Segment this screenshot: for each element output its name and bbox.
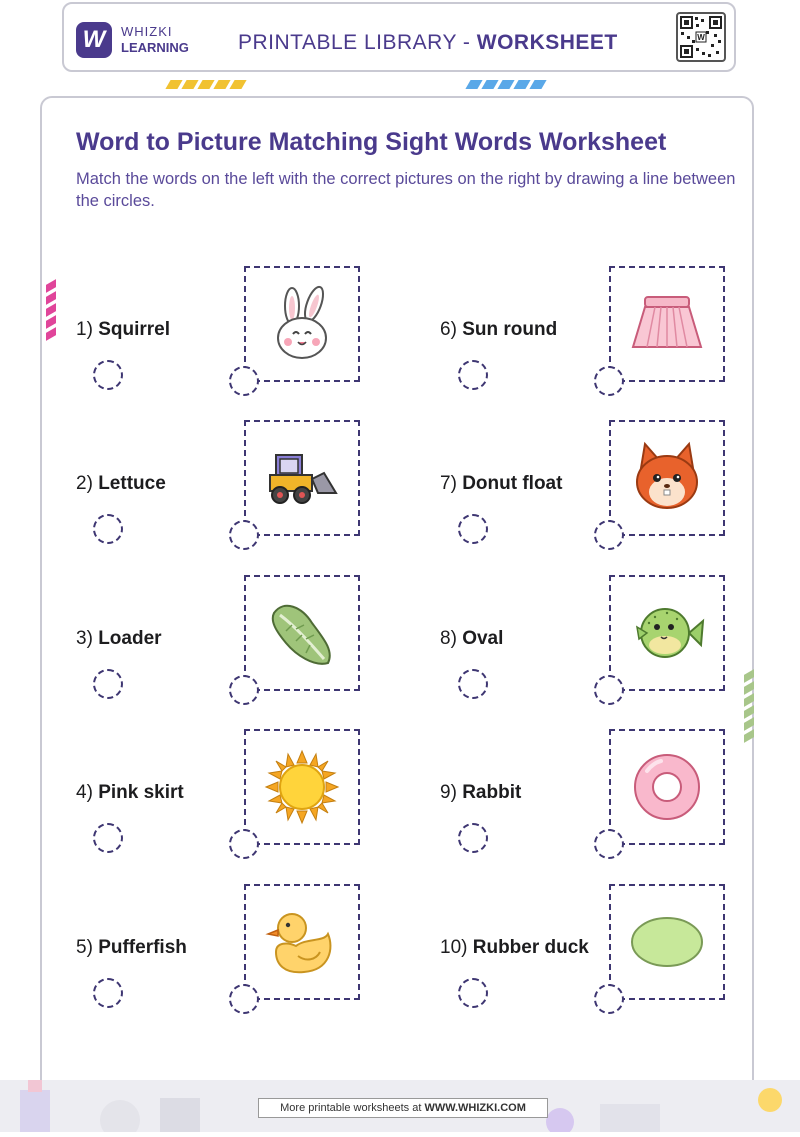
match-circle-picture-6[interactable] — [594, 366, 624, 396]
right-item-6 — [440, 319, 557, 341]
item-number: 9) — [440, 782, 457, 803]
match-circle-picture-8[interactable] — [594, 675, 624, 705]
item-number: 4) — [76, 782, 93, 803]
oval-icon — [627, 912, 707, 972]
match-circle-picture-4[interactable] — [229, 829, 259, 859]
match-circle-right-7[interactable] — [458, 514, 488, 544]
right-item-8 — [440, 628, 503, 650]
logo-line2: LEARNING — [121, 40, 189, 55]
green-side-stripes — [744, 672, 754, 740]
qr-letter: W — [697, 33, 705, 42]
left-item-3 — [76, 628, 162, 650]
item-number: 1) — [76, 319, 93, 340]
rabbit-icon — [262, 284, 342, 364]
left-item-4 — [76, 782, 184, 804]
item-number: 2) — [76, 473, 93, 494]
picture-box-left-2 — [244, 420, 360, 536]
donut-float-icon — [627, 747, 707, 827]
match-circle-picture-1[interactable] — [229, 366, 259, 396]
squirrel-icon — [627, 438, 707, 518]
match-circle-right-10[interactable] — [458, 978, 488, 1008]
sun-icon — [262, 747, 342, 827]
blue-stripes — [468, 80, 544, 89]
match-circle-left-4[interactable] — [93, 823, 123, 853]
item-word: Lettuce — [98, 473, 166, 494]
match-circle-picture-3[interactable] — [229, 675, 259, 705]
picture-box-left-5 — [244, 884, 360, 1000]
match-circle-picture-5[interactable] — [229, 984, 259, 1014]
pink-skirt-icon — [627, 289, 707, 359]
logo-letter: W — [82, 26, 106, 53]
item-number: 8) — [440, 628, 457, 649]
left-item-2 — [76, 473, 166, 495]
whizki-logo-icon — [76, 22, 112, 58]
item-word: Oval — [462, 628, 504, 649]
footer-text-bold: WWW.WHIZKI.COM — [424, 1102, 526, 1114]
match-circle-left-5[interactable] — [93, 978, 123, 1008]
lettuce-icon — [262, 593, 342, 673]
match-circle-picture-2[interactable] — [229, 520, 259, 550]
match-circle-right-6[interactable] — [458, 360, 488, 390]
header-title-prefix: PRINTABLE LIBRARY - — [238, 31, 477, 54]
header-title-bold: WORKSHEET — [476, 31, 618, 54]
left-item-1 — [76, 319, 170, 341]
header-title — [238, 31, 618, 55]
item-word: Rabbit — [462, 782, 522, 803]
left-item-5 — [76, 937, 187, 959]
item-word: Squirrel — [98, 319, 170, 340]
match-circle-picture-10[interactable] — [594, 984, 624, 1014]
yellow-stripes — [168, 80, 244, 89]
picture-box-right-9 — [609, 729, 725, 845]
item-word: Loader — [98, 628, 162, 649]
pink-side-stripes — [46, 282, 56, 338]
worksheet-instructions: Match the words on the left with the correct pictures on the right by drawing a line between the circles. — [76, 170, 736, 210]
match-circle-picture-9[interactable] — [594, 829, 624, 859]
match-circle-picture-7[interactable] — [594, 520, 624, 550]
footer-link[interactable] — [258, 1098, 548, 1118]
worksheet-title: Word to Picture Matching Sight Words Worksheet — [76, 128, 667, 156]
item-word: Sun round — [462, 319, 558, 340]
picture-box-right-8 — [609, 575, 725, 691]
right-item-9 — [440, 782, 521, 804]
item-number: 10) — [440, 937, 468, 958]
item-number: 7) — [440, 473, 457, 494]
item-word: Rubber duck — [472, 937, 589, 958]
match-circle-right-8[interactable] — [458, 669, 488, 699]
item-number: 6) — [440, 319, 457, 340]
match-circle-left-1[interactable] — [93, 360, 123, 390]
pufferfish-icon — [627, 593, 707, 673]
qr-code-icon — [676, 12, 726, 62]
picture-box-right-7 — [609, 420, 725, 536]
item-word: Pufferfish — [98, 937, 187, 958]
rubber-duck-icon — [262, 902, 342, 982]
match-circle-right-9[interactable] — [458, 823, 488, 853]
match-circle-left-2[interactable] — [93, 514, 123, 544]
item-number: 3) — [76, 628, 93, 649]
logo-text — [121, 24, 189, 56]
item-word: Pink skirt — [98, 782, 184, 803]
item-word: Donut float — [462, 473, 563, 494]
right-item-10 — [440, 937, 589, 959]
picture-box-left-1 — [244, 266, 360, 382]
picture-box-left-4 — [244, 729, 360, 845]
picture-box-left-3 — [244, 575, 360, 691]
logo-line1: WHIZKI — [121, 24, 173, 39]
item-number: 5) — [76, 937, 93, 958]
picture-box-right-10 — [609, 884, 725, 1000]
right-item-7 — [440, 473, 562, 495]
loader-icon — [262, 443, 342, 513]
picture-box-right-6 — [609, 266, 725, 382]
match-circle-left-3[interactable] — [93, 669, 123, 699]
footer-text-prefix: More printable worksheets at — [280, 1102, 425, 1114]
